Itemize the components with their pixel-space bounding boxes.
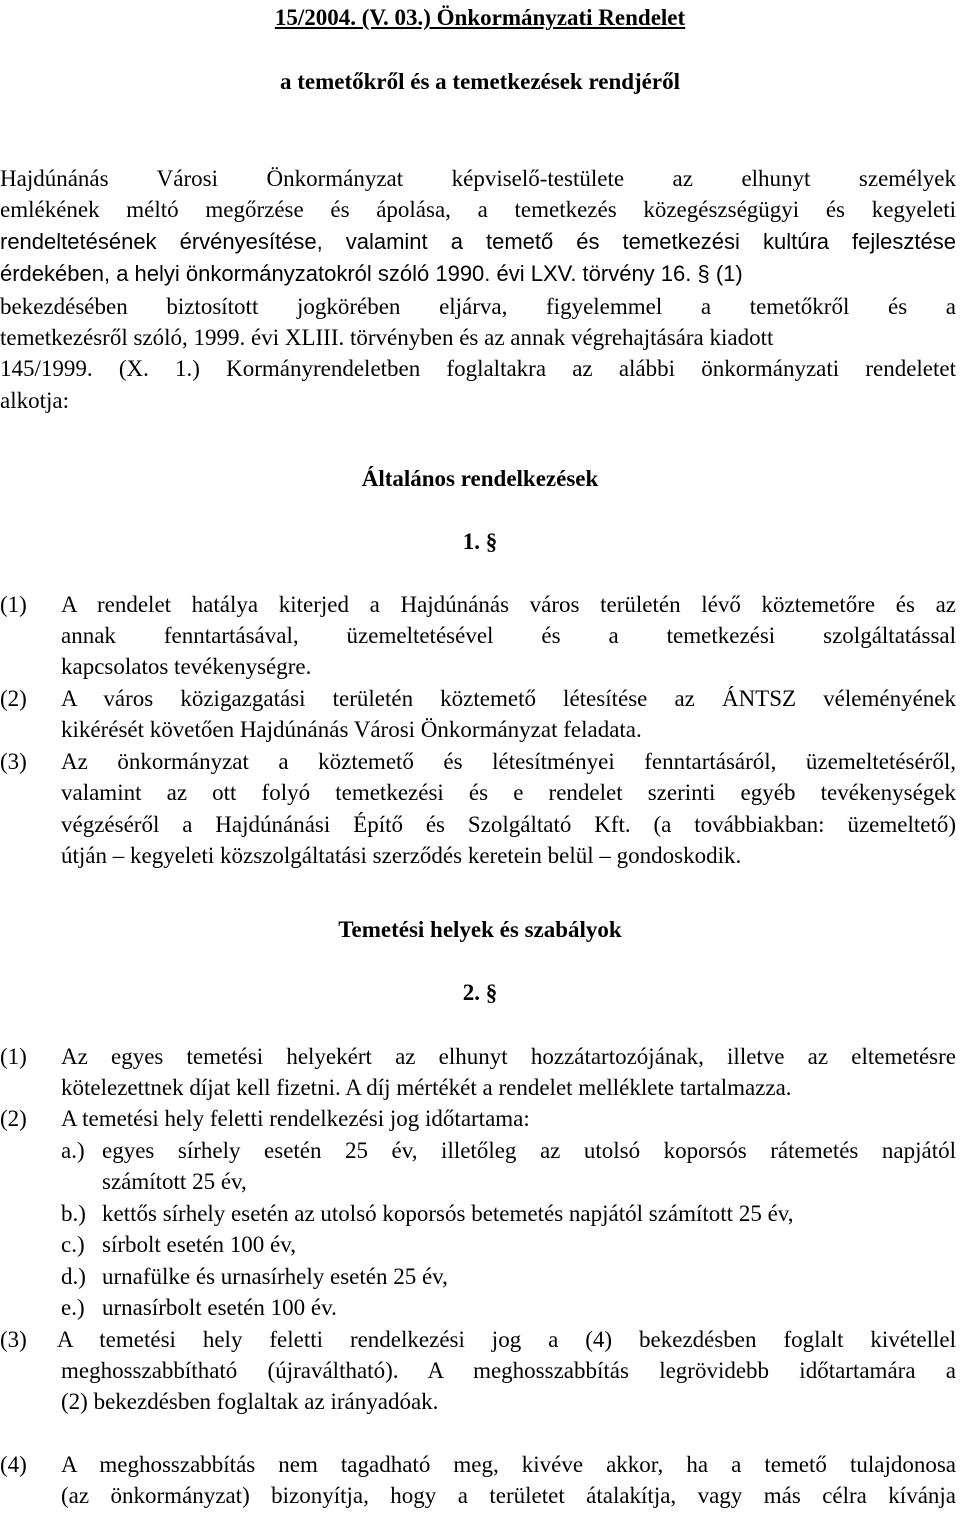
paragraph-line: végzéséről a Hajdúnánási Építő és Szolgáltató Kft. (a továbbiakban: üzemeltető) <box>61 812 956 837</box>
preamble-line: temetkezésről szóló, 1999. évi XLIII. törvényben és az annak végrehajtására kiadott <box>0 325 774 350</box>
paragraph-line: kapcsolatos tevékenységre. <box>61 654 312 679</box>
paragraph-line: A város közigazgatási területén köztemető létesítése az ÁNTSZ véleményének <box>61 686 956 711</box>
paragraph-line: (az önkormányzat) bizonyítja, hogy a területet átalakítja, vagy más célra kívánja <box>61 1483 956 1508</box>
preamble-line: érdekében, a helyi önkormányzatokról szóló 1990. évi LXV. törvény 16. § (1) <box>0 261 743 286</box>
section-number: 1. § <box>462 529 498 554</box>
list-item-text: urnafülke és urnasírhely esetén 25 év, <box>102 1264 448 1289</box>
document-subtitle: a temetőkről és a temetkezések rendjéről <box>279 69 680 94</box>
list-item-text: urnasírbolt esetén 100 év. <box>102 1295 337 1320</box>
list-item-text: számított 25 év, <box>102 1169 247 1194</box>
paragraph-number: (2) <box>0 1106 27 1131</box>
list-item-label: a.) <box>61 1138 85 1163</box>
paragraph-line: Az egyes temetési helyekért az elhunyt hozzátartozójának, illetve az eltemetésre <box>61 1044 956 1069</box>
paragraph-number: (3) <box>0 749 27 774</box>
paragraph-line: (2) bekezdésben foglaltak az irányadóak. <box>61 1389 439 1414</box>
paragraph-line: A meghosszabbítás nem tagadható meg, kivéve akkor, ha a temető tulajdonosa <box>61 1452 956 1477</box>
paragraph-line: kikérését követően Hajdúnánás Városi Önkormányzat feladata. <box>61 717 642 742</box>
paragraph-line: útján – kegyeleti közszolgáltatási szerződés keretein belül – gondoskodik. <box>61 843 742 868</box>
preamble-line: Hajdúnánás Városi Önkormányzat képviselő-testülete az elhunyt személyek <box>0 166 956 191</box>
document-title: 15/2004. (V. 03.) Önkormányzati Rendelet <box>274 5 686 30</box>
list-item-label: b.) <box>61 1201 86 1226</box>
paragraph-number: (4) <box>0 1452 27 1477</box>
paragraph-number: (3) <box>0 1327 27 1352</box>
list-item-label: d.) <box>61 1264 86 1289</box>
section-heading: Általános rendelkezések <box>361 466 599 491</box>
list-item-text: egyes sírhely esetén 25 év, illetőleg az utolsó koporsós rátemetés napjától <box>102 1138 956 1163</box>
preamble-line: 145/1999. (X. 1.) Kormányrendeletben foglaltakra az alábbi önkormányzati rendeletet <box>0 356 956 381</box>
paragraph-line: A temetési hely feletti rendelkezési jog a (4) bekezdésben foglalt kivétellel <box>57 1327 956 1352</box>
list-item-text: kettős sírhely esetén az utolsó koporsós betemetés napjától számított 25 év, <box>102 1201 794 1226</box>
preamble-line: bekezdésében biztosított jogkörében eljárva, figyelemmel a temetőkről és a <box>0 294 956 319</box>
list-item-label: e.) <box>61 1295 85 1320</box>
paragraph-line: Az önkormányzat a köztemető és létesítményei fenntartásáról, üzemeltetéséről, <box>61 749 956 774</box>
paragraph-number: (2) <box>0 686 27 711</box>
paragraph-number: (1) <box>0 592 27 617</box>
paragraph-line: kötelezettnek díjat kell fizetni. A díj mértékét a rendelet melléklete tartalmazza. <box>61 1075 792 1100</box>
preamble-line: alkotja: <box>0 388 69 413</box>
paragraph-line: meghosszabbítható (újraváltható). A meghosszabbítás legrövidebb időtartamára a <box>61 1358 956 1383</box>
paragraph-line: A temetési hely feletti rendelkezési jog időtartama: <box>61 1106 530 1131</box>
preamble-line: rendeltetésének érvényesítése, valamint a temető és temetkezési kultúra fejlesztése <box>0 229 956 254</box>
paragraph-line: valamint az ott folyó temetkezési és e rendelet szerinti egyéb tevékenységek <box>61 780 956 805</box>
list-item-label: c.) <box>61 1232 85 1257</box>
paragraph-line: A rendelet hatálya kiterjed a Hajdúnánás város területén lévő köztemetőre és az <box>61 592 956 617</box>
section-number: 2. § <box>462 980 498 1005</box>
section-heading: Temetési helyek és szabályok <box>338 917 622 942</box>
paragraph-number: (1) <box>0 1044 27 1069</box>
list-item-text: sírbolt esetén 100 év, <box>102 1232 296 1257</box>
paragraph-line: annak fenntartásával, üzemeltetésével és a temetkezési szolgáltatással <box>61 623 956 648</box>
preamble-line: emlékének méltó megőrzése és ápolása, a temetkezés közegészségügyi és kegyeleti <box>0 197 956 222</box>
